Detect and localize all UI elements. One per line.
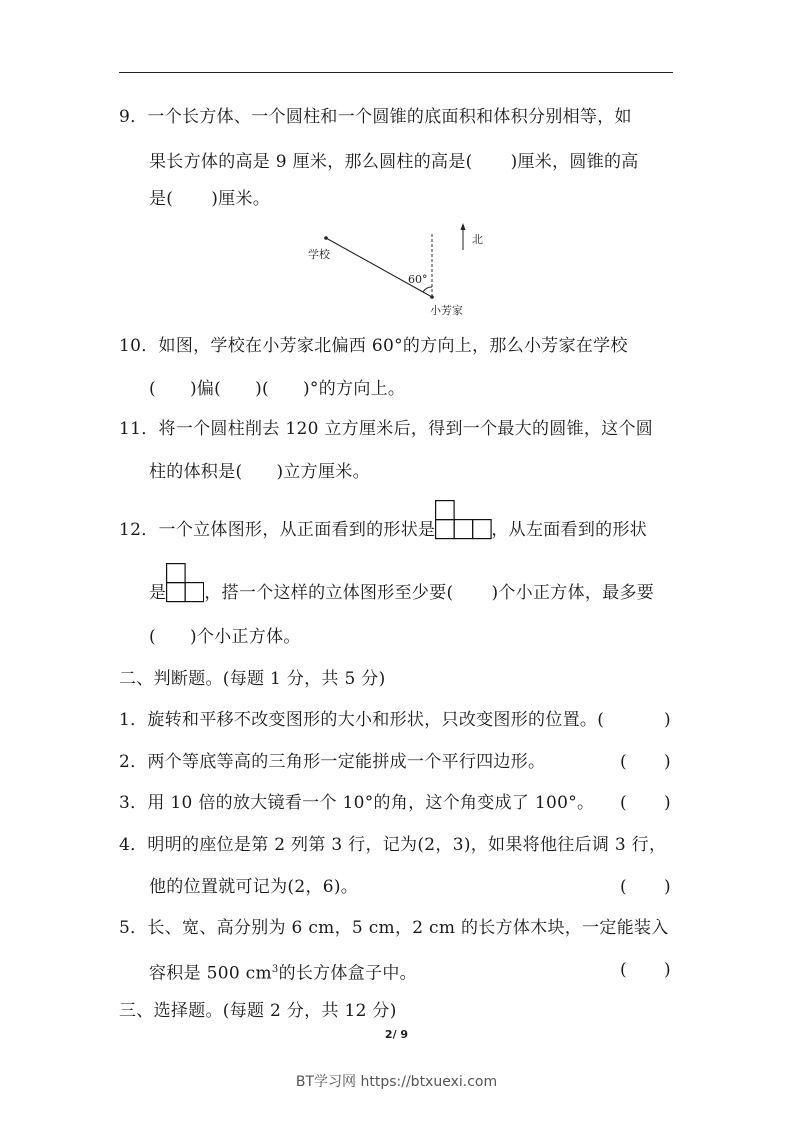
judge-close-paren: ) bbox=[664, 752, 671, 772]
q12-text: ( bbox=[149, 627, 156, 647]
q9-text: )厘米，圆锥的高 bbox=[510, 152, 639, 172]
judge-item-3: 3．用 10 倍的放大镜看一个 10°的角，这个角变成了 100°。 bbox=[119, 793, 595, 813]
q9-line1: 9．一个长方体、一个圆柱和一个圆锥的底面积和体积分别相等，如 bbox=[119, 107, 632, 127]
footer-watermark: BT学习网 https://btxuexi.com bbox=[295, 1074, 498, 1090]
judge-item-4: 4．明明的座位是第 2 列第 3 行，记为(2，3)，如果将他往后调 3 行， bbox=[119, 835, 667, 855]
judge-answer-5[interactable] bbox=[630, 958, 660, 980]
q12-line3 bbox=[149, 627, 301, 647]
q12-text: )个小正方体，最多要 bbox=[491, 583, 655, 603]
section3-title: 三、选择题。(每题 2 分，共 12 分) bbox=[119, 1001, 397, 1019]
q9-line2 bbox=[149, 152, 639, 172]
judge-open-paren: ( bbox=[620, 752, 627, 772]
q12-text: ，搭一个这样的立体图形至少要( bbox=[204, 583, 454, 603]
q12-text: ，从左面看到的形状 bbox=[491, 520, 648, 540]
judge-item-4-cont: 他的位置就可记为(2，6)。 bbox=[149, 877, 359, 897]
judge-text: 的长方体盒子中。 bbox=[278, 963, 417, 984]
q12-line1 bbox=[119, 520, 647, 540]
q10-text: ( bbox=[149, 379, 156, 399]
judge-answer-4[interactable] bbox=[630, 875, 660, 897]
judge-item-1 bbox=[119, 710, 604, 730]
judge-close-paren: ) bbox=[664, 793, 671, 813]
section2-title: 二、判断题。(每题 1 分，共 5 分) bbox=[119, 669, 386, 689]
judge-answer-2[interactable] bbox=[630, 750, 660, 772]
q9-text: 果长方体的高是 9 厘米，那么圆柱的高是( bbox=[149, 152, 473, 172]
north-label: 北 bbox=[472, 233, 483, 246]
q11-line1: 11．将一个圆柱削去 120 立方厘米后，得到一个最大的圆锥，这个圆 bbox=[119, 419, 654, 439]
judge-close-paren: ) bbox=[664, 877, 671, 897]
home-label: 小芳家 bbox=[430, 304, 463, 317]
angle-label: 60° bbox=[408, 273, 428, 286]
front-view-figure bbox=[435, 520, 491, 540]
judge-item-5-cont bbox=[149, 960, 417, 984]
q10-line2 bbox=[149, 379, 405, 399]
q12-text: 是 bbox=[149, 583, 167, 603]
q11-text: 柱的体积是( bbox=[149, 462, 243, 482]
q11-text: )立方厘米。 bbox=[276, 462, 370, 482]
judge-item-5: 5．长、宽、高分别为 6 cm，5 cm，2 cm 的长方体木块，一定能装入 bbox=[119, 918, 669, 938]
page-number: 2/ 9 bbox=[384, 1028, 409, 1041]
judge-answer-1[interactable] bbox=[630, 708, 660, 730]
q9-text: )厘米。 bbox=[211, 189, 271, 209]
q12-text: )个小正方体。 bbox=[189, 627, 301, 647]
q10-text: )偏( bbox=[189, 379, 222, 399]
judge-text: 容积是 500 cm bbox=[149, 963, 272, 984]
judge-open-paren: ( bbox=[620, 960, 627, 980]
judge-open-paren: ( bbox=[620, 793, 627, 813]
judge-open-paren: ( bbox=[620, 877, 627, 897]
q11-line2 bbox=[149, 462, 370, 482]
direction-diagram bbox=[290, 215, 510, 325]
q9-line3 bbox=[149, 189, 270, 209]
school-label: 学校 bbox=[308, 248, 330, 261]
judge-close-paren: ) bbox=[664, 710, 671, 730]
q12-line2 bbox=[149, 583, 654, 603]
judge-text: 1．旋转和平移不改变图形的大小和形状，只改变图形的位置。( bbox=[119, 710, 605, 730]
left-view-figure bbox=[166, 583, 204, 603]
q10-line1: 10．如图，学校在小芳家北偏西 60°的方向上，那么小芳家在学校 bbox=[119, 336, 628, 356]
q12-text: 12．一个立体图形，从正面看到的形状是 bbox=[119, 520, 436, 540]
q10-text: )°的方向上。 bbox=[302, 379, 406, 399]
judge-answer-3[interactable] bbox=[630, 791, 660, 813]
q9-text: 是( bbox=[149, 189, 174, 209]
judge-close-paren: ) bbox=[664, 960, 671, 980]
judge-item-2: 2．两个等底等高的三角形一定能拼成一个平行四边形。 bbox=[119, 752, 546, 772]
q10-text: )( bbox=[255, 379, 269, 399]
superscript: 3 bbox=[271, 964, 279, 975]
header-rule bbox=[119, 72, 673, 73]
